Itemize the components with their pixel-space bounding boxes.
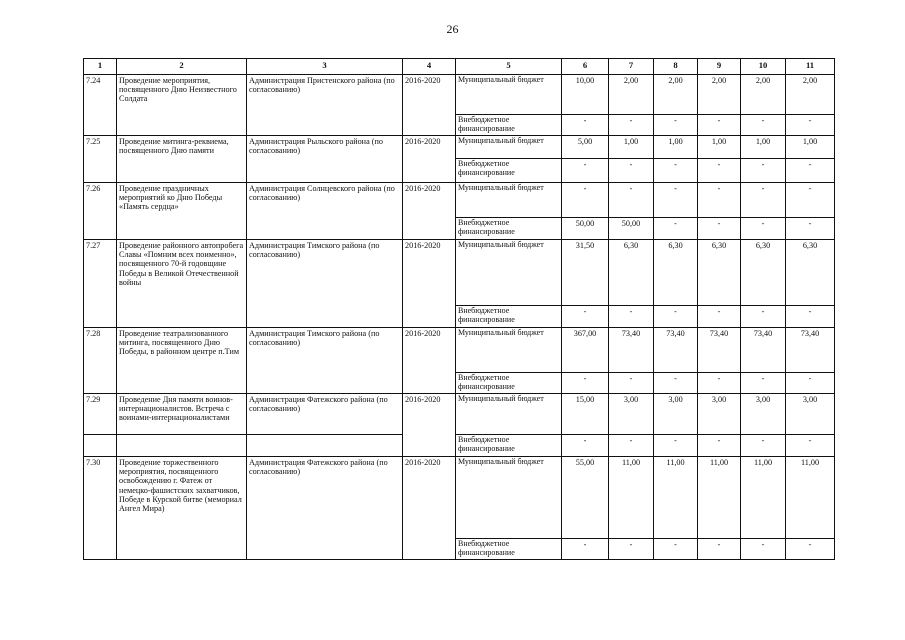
amount-cell: 3,00 [609, 394, 654, 435]
executor: Администрация Фатежского района (по согласованию) [247, 457, 403, 560]
funding-source: Внебюджетное финансирование [456, 435, 562, 457]
table-row [84, 183, 835, 218]
funding-source: Муниципальный бюджет [456, 136, 562, 159]
amount-cell: - [562, 539, 609, 560]
amount-cell: - [654, 435, 698, 457]
header-cell: 4 [403, 59, 456, 75]
amount-cell: - [609, 306, 654, 328]
amount-cell: 73,40 [786, 328, 835, 373]
amount-cell: 3,00 [698, 394, 741, 435]
header-cell: 5 [456, 59, 562, 75]
header-cell: 1 [84, 59, 117, 75]
amount-cell: 10,00 [562, 75, 609, 115]
amount-cell: - [786, 435, 835, 457]
amount-cell: - [609, 183, 654, 218]
amount-cell: - [609, 159, 654, 183]
amount-cell: - [786, 115, 835, 136]
event-name: Проведение мероприятия, посвященного Дню Неизвестного Солдата [117, 75, 247, 136]
funding-source: Муниципальный бюджет [456, 183, 562, 218]
amount-cell: 2,00 [609, 75, 654, 115]
row-number: 7.25 [84, 136, 117, 183]
amount-cell: 2,00 [741, 75, 786, 115]
header-cell: 10 [741, 59, 786, 75]
header-cell: 11 [786, 59, 835, 75]
amount-cell: 73,40 [741, 328, 786, 373]
table-row [84, 75, 835, 115]
amount-cell: - [609, 435, 654, 457]
amount-cell: - [698, 115, 741, 136]
amount-cell: 15,00 [562, 394, 609, 435]
period: 2016-2020 [403, 136, 456, 183]
executor: Администрация Солнцевского района (по согласованию) [247, 183, 403, 240]
amount-cell: - [562, 435, 609, 457]
event-name: Проведение Дня памяти воинов-интернационалистов. Встреча с воинами-интернационалистами [117, 394, 247, 435]
amount-cell: - [786, 306, 835, 328]
table-row [84, 394, 835, 435]
amount-cell: 2,00 [786, 75, 835, 115]
amount-cell: - [698, 183, 741, 218]
amount-cell: - [698, 435, 741, 457]
funding-table [83, 58, 835, 560]
amount-cell: 2,00 [654, 75, 698, 115]
amount-cell: 50,00 [609, 218, 654, 240]
table-row [84, 328, 835, 373]
amount-cell: 1,00 [654, 136, 698, 159]
table-row [84, 457, 835, 539]
amount-cell: - [741, 435, 786, 457]
table-row [84, 240, 835, 306]
amount-cell: 2,00 [698, 75, 741, 115]
amount-cell: - [654, 183, 698, 218]
amount-cell: - [609, 539, 654, 560]
row-number: 7.26 [84, 183, 117, 240]
amount-cell: - [654, 373, 698, 394]
amount-cell: - [562, 115, 609, 136]
funding-source: Муниципальный бюджет [456, 240, 562, 306]
executor: Администрация Пристенского района (по согласованию) [247, 75, 403, 136]
amount-cell: - [609, 373, 654, 394]
amount-cell: 6,30 [654, 240, 698, 306]
amount-cell: - [654, 306, 698, 328]
amount-cell: 3,00 [741, 394, 786, 435]
event-name: Проведение праздничных мероприятий ко Дню Победы «Память сердца» [117, 183, 247, 240]
header-row [84, 59, 835, 75]
executor: Администрация Фатежского района (по согласованию) [247, 394, 403, 435]
amount-cell: 6,30 [786, 240, 835, 306]
amount-cell: - [562, 373, 609, 394]
period: 2016-2020 [403, 394, 456, 457]
amount-cell: - [786, 183, 835, 218]
event-name: Проведение торжественного мероприятия, посвященного освобождению г. Фатеж от немецко-фашистских захватчиков, Победе в Курской битве (мемориал Ангел Мира) [117, 457, 247, 560]
amount-cell: - [609, 115, 654, 136]
amount-cell: - [562, 306, 609, 328]
period: 2016-2020 [403, 75, 456, 136]
amount-cell: - [654, 539, 698, 560]
header-cell: 8 [654, 59, 698, 75]
funding-source: Муниципальный бюджет [456, 75, 562, 115]
amount-cell: 3,00 [786, 394, 835, 435]
amount-cell: 1,00 [786, 136, 835, 159]
amount-cell: 367,00 [562, 328, 609, 373]
row-number: 7.28 [84, 328, 117, 394]
executor: Администрация Рыльского района (по согласованию) [247, 136, 403, 183]
amount-cell: 5,00 [562, 136, 609, 159]
amount-cell: - [654, 159, 698, 183]
executor: Администрация Тимского района (по согласованию) [247, 240, 403, 328]
row-number: 7.29 [84, 394, 117, 435]
amount-cell: - [741, 183, 786, 218]
amount-cell: 1,00 [741, 136, 786, 159]
header-cell: 6 [562, 59, 609, 75]
table-body [84, 75, 835, 560]
empty-cell [84, 435, 117, 457]
table-row [84, 136, 835, 159]
event-name: Проведение митинга-реквиема, посвященного Дню памяти [117, 136, 247, 183]
funding-source: Внебюджетное финансирование [456, 539, 562, 560]
amount-cell: 1,00 [609, 136, 654, 159]
executor: Администрация Тимского района (по согласованию) [247, 328, 403, 394]
row-number: 7.27 [84, 240, 117, 328]
row-number: 7.30 [84, 457, 117, 560]
funding-source: Муниципальный бюджет [456, 457, 562, 539]
amount-cell: 11,00 [741, 457, 786, 539]
amount-cell: - [741, 159, 786, 183]
amount-cell: 11,00 [654, 457, 698, 539]
amount-cell: - [562, 183, 609, 218]
amount-cell: 6,30 [741, 240, 786, 306]
funding-source: Муниципальный бюджет [456, 394, 562, 435]
period: 2016-2020 [403, 183, 456, 240]
amount-cell: - [698, 218, 741, 240]
amount-cell: - [698, 373, 741, 394]
page-number: 26 [446, 22, 459, 36]
amount-cell: 11,00 [786, 457, 835, 539]
funding-source: Внебюджетное финансирование [456, 373, 562, 394]
amount-cell: - [562, 159, 609, 183]
row-number: 7.24 [84, 75, 117, 136]
amount-cell: - [698, 306, 741, 328]
amount-cell: - [786, 539, 835, 560]
period: 2016-2020 [403, 457, 456, 560]
funding-source: Внебюджетное финансирование [456, 115, 562, 136]
amount-cell: 50,00 [562, 218, 609, 240]
amount-cell: - [741, 218, 786, 240]
funding-source: Внебюджетное финансирование [456, 306, 562, 328]
amount-cell: 73,40 [609, 328, 654, 373]
amount-cell: - [741, 373, 786, 394]
amount-cell: - [654, 115, 698, 136]
amount-cell: - [741, 539, 786, 560]
amount-cell: 6,30 [609, 240, 654, 306]
amount-cell: - [698, 539, 741, 560]
amount-cell: 3,00 [654, 394, 698, 435]
period: 2016-2020 [403, 328, 456, 394]
amount-cell: - [786, 159, 835, 183]
empty-cell [247, 435, 403, 457]
funding-source: Муниципальный бюджет [456, 328, 562, 373]
header-cell: 7 [609, 59, 654, 75]
amount-cell: 6,30 [698, 240, 741, 306]
amount-cell: 73,40 [654, 328, 698, 373]
amount-cell: 73,40 [698, 328, 741, 373]
amount-cell: - [786, 218, 835, 240]
amount-cell: 11,00 [609, 457, 654, 539]
amount-cell: - [741, 115, 786, 136]
empty-cell [117, 435, 247, 457]
funding-source: Внебюджетное финансирование [456, 159, 562, 183]
table-row [84, 435, 835, 457]
amount-cell: 55,00 [562, 457, 609, 539]
event-name: Проведение районного автопробега Славы «Помним всех поименно», посвященного 70-й годовщине Победы в Великой Отечественной войны [117, 240, 247, 328]
funding-source: Внебюджетное финансирование [456, 218, 562, 240]
header-cell: 9 [698, 59, 741, 75]
amount-cell: - [654, 218, 698, 240]
amount-cell: 31,50 [562, 240, 609, 306]
event-name: Проведение театрализованного митинга, посвященного Дню Победы, в районном центре п.Тим [117, 328, 247, 394]
amount-cell: 1,00 [698, 136, 741, 159]
amount-cell: - [698, 159, 741, 183]
header-cell: 3 [247, 59, 403, 75]
amount-cell: 11,00 [698, 457, 741, 539]
header-cell: 2 [117, 59, 247, 75]
period: 2016-2020 [403, 240, 456, 328]
amount-cell: - [786, 373, 835, 394]
amount-cell: - [741, 306, 786, 328]
